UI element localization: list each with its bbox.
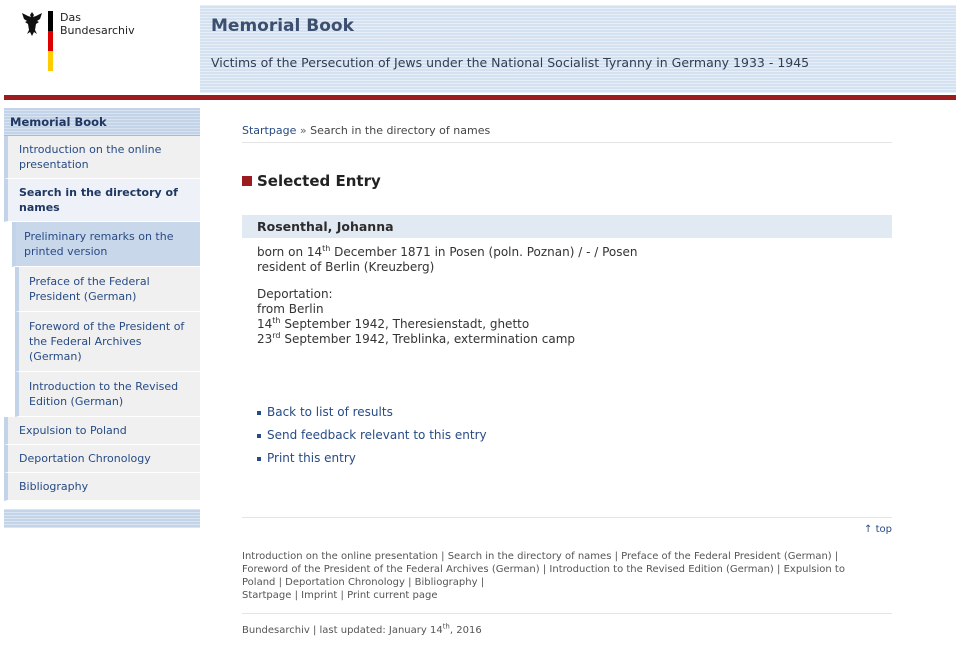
last-updated-text: Bundesarchiv | last updated: January 14	[242, 625, 443, 636]
section-title-text: Selected Entry	[257, 172, 381, 190]
footer-separator: |	[480, 577, 485, 588]
page-subtitle: Victims of the Persecution of Jews under the National Socialist Tyranny in Germany 1933 - 1945	[211, 55, 810, 70]
sidebar-heading[interactable]: Memorial Book	[4, 108, 200, 136]
bullet-icon	[257, 411, 261, 415]
last-updated	[242, 622, 482, 636]
dep2-rest: September 1942, Treblinka, extermination camp	[280, 332, 575, 346]
sidebar-item-introduction[interactable]: Introduction on the online presentation	[4, 136, 200, 179]
action-item	[257, 401, 892, 424]
send-feedback-link[interactable]: Send feedback relevant to this entry	[267, 428, 487, 442]
birth-info	[257, 245, 877, 260]
arrow-up-icon: ↑	[864, 524, 873, 535]
sidebar-item-search-directory[interactable]: Search in the directory of names	[4, 179, 200, 222]
footer-separator: |	[340, 590, 344, 601]
deportation-step-1	[257, 317, 877, 332]
footer-row	[242, 589, 892, 602]
footer-row	[242, 550, 892, 563]
bullet-icon	[257, 457, 261, 461]
logo-area[interactable]	[0, 0, 200, 96]
top-link[interactable]	[864, 524, 892, 535]
bullet-icon	[257, 434, 261, 438]
birth-text: born on 14	[257, 245, 323, 259]
deportation-step-2	[257, 332, 877, 347]
footer-link-print-page[interactable]: Print current page	[347, 590, 438, 601]
dep1-rest: September 1942, Theresienstadt, ghetto	[280, 317, 530, 331]
footer-link-revised-edition[interactable]: Introduction to the Revised Edition (German)	[549, 564, 774, 575]
sidebar-item-expulsion-poland[interactable]: Expulsion to Poland	[4, 417, 200, 445]
flag-stripe-gold	[48, 51, 53, 71]
footer-separator: |	[441, 551, 445, 562]
last-updated-ordinal: th	[442, 622, 450, 631]
deportation-from: from Berlin	[257, 302, 324, 316]
flag-stripe-red	[48, 31, 53, 51]
sidebar-nav	[4, 108, 200, 528]
residence-info: resident of Berlin (Kreuzberg)	[257, 260, 435, 274]
footer-link-expulsion-part2[interactable]: Poland	[242, 577, 276, 588]
top-link-label: top	[875, 524, 892, 535]
footer-separator: |	[294, 590, 298, 601]
footer-link-introduction[interactable]: Introduction on the online presentation	[242, 551, 438, 562]
print-entry-link[interactable]: Print this entry	[267, 451, 356, 465]
footer-separator: |	[542, 564, 547, 575]
entry-actions	[242, 401, 892, 470]
breadcrumb-separator: »	[299, 124, 307, 137]
footer-row	[242, 576, 892, 589]
action-item	[257, 447, 892, 470]
footer-link-foreword[interactable]: Foreword of the President of the Federal Archives (German)	[242, 564, 540, 575]
footer-separator: |	[777, 564, 781, 575]
breadcrumb	[242, 124, 892, 143]
footer-link-search[interactable]: Search in the directory of names	[447, 551, 612, 562]
birth-rest: December 1871 in Posen (poln. Poznan) / - / Posen	[330, 245, 638, 259]
dep2-ordinal: rd	[272, 331, 281, 340]
back-to-results-link[interactable]: Back to list of results	[267, 405, 393, 419]
flag-bar	[48, 11, 53, 71]
header-divider	[4, 95, 956, 100]
section-marker-icon	[242, 176, 252, 186]
footer-separator: |	[278, 577, 282, 588]
breadcrumb-startpage[interactable]: Startpage	[242, 124, 297, 137]
section-heading	[242, 172, 892, 190]
sidebar-footer	[4, 509, 200, 528]
footer-link-imprint[interactable]: Imprint	[301, 590, 338, 601]
sidebar-item-revised-edition[interactable]: Introduction to the Revised Edition (German)	[15, 372, 200, 417]
footer-link-startpage[interactable]: Startpage	[242, 590, 292, 601]
org-name	[60, 11, 135, 37]
entry-details	[242, 238, 892, 347]
org-line2: Bundesarchiv	[60, 24, 135, 37]
last-updated-year: , 2016	[449, 625, 482, 636]
footer-divider	[242, 613, 892, 614]
main-content	[242, 108, 892, 636]
footer-link-preface[interactable]: Preface of the Federal President (German)	[621, 551, 832, 562]
flag-stripe-black	[48, 11, 53, 31]
federal-eagle-icon	[20, 10, 44, 38]
footer-link-bibliography[interactable]: Bibliography	[414, 577, 478, 588]
page-title: Memorial Book	[211, 16, 354, 36]
dep1-ordinal: th	[272, 316, 281, 325]
entry-name-bar: Rosenthal, Johanna	[242, 215, 892, 238]
sidebar-item-deportation-chronology[interactable]: Deportation Chronology	[4, 445, 200, 473]
footer-link-chronology[interactable]: Deportation Chronology	[285, 577, 405, 588]
org-line1: Das	[60, 11, 81, 24]
footer-separator: |	[834, 551, 839, 562]
sidebar-item-foreword-archives[interactable]: Foreword of the President of the Federal Archives (German)	[15, 312, 200, 372]
footer-separator: |	[408, 577, 412, 588]
footer-row	[242, 563, 892, 576]
footer-links	[242, 550, 892, 602]
breadcrumb-current: Search in the directory of names	[310, 124, 491, 137]
footer-link-expulsion-part1[interactable]: Expulsion to	[783, 564, 845, 575]
footer-separator: |	[614, 551, 618, 562]
birth-ordinal: th	[322, 244, 331, 253]
dep1-day: 14	[257, 317, 273, 331]
top-divider	[242, 517, 892, 537]
action-item	[257, 424, 892, 447]
deportation-label: Deportation:	[257, 287, 333, 301]
header-banner	[200, 5, 956, 93]
sidebar-item-preliminary-remarks[interactable]: Preliminary remarks on the printed version	[12, 222, 200, 267]
sidebar-item-preface-president[interactable]: Preface of the Federal President (German)	[15, 267, 200, 312]
dep2-day: 23	[257, 332, 273, 346]
sidebar-item-bibliography[interactable]: Bibliography	[4, 473, 200, 501]
